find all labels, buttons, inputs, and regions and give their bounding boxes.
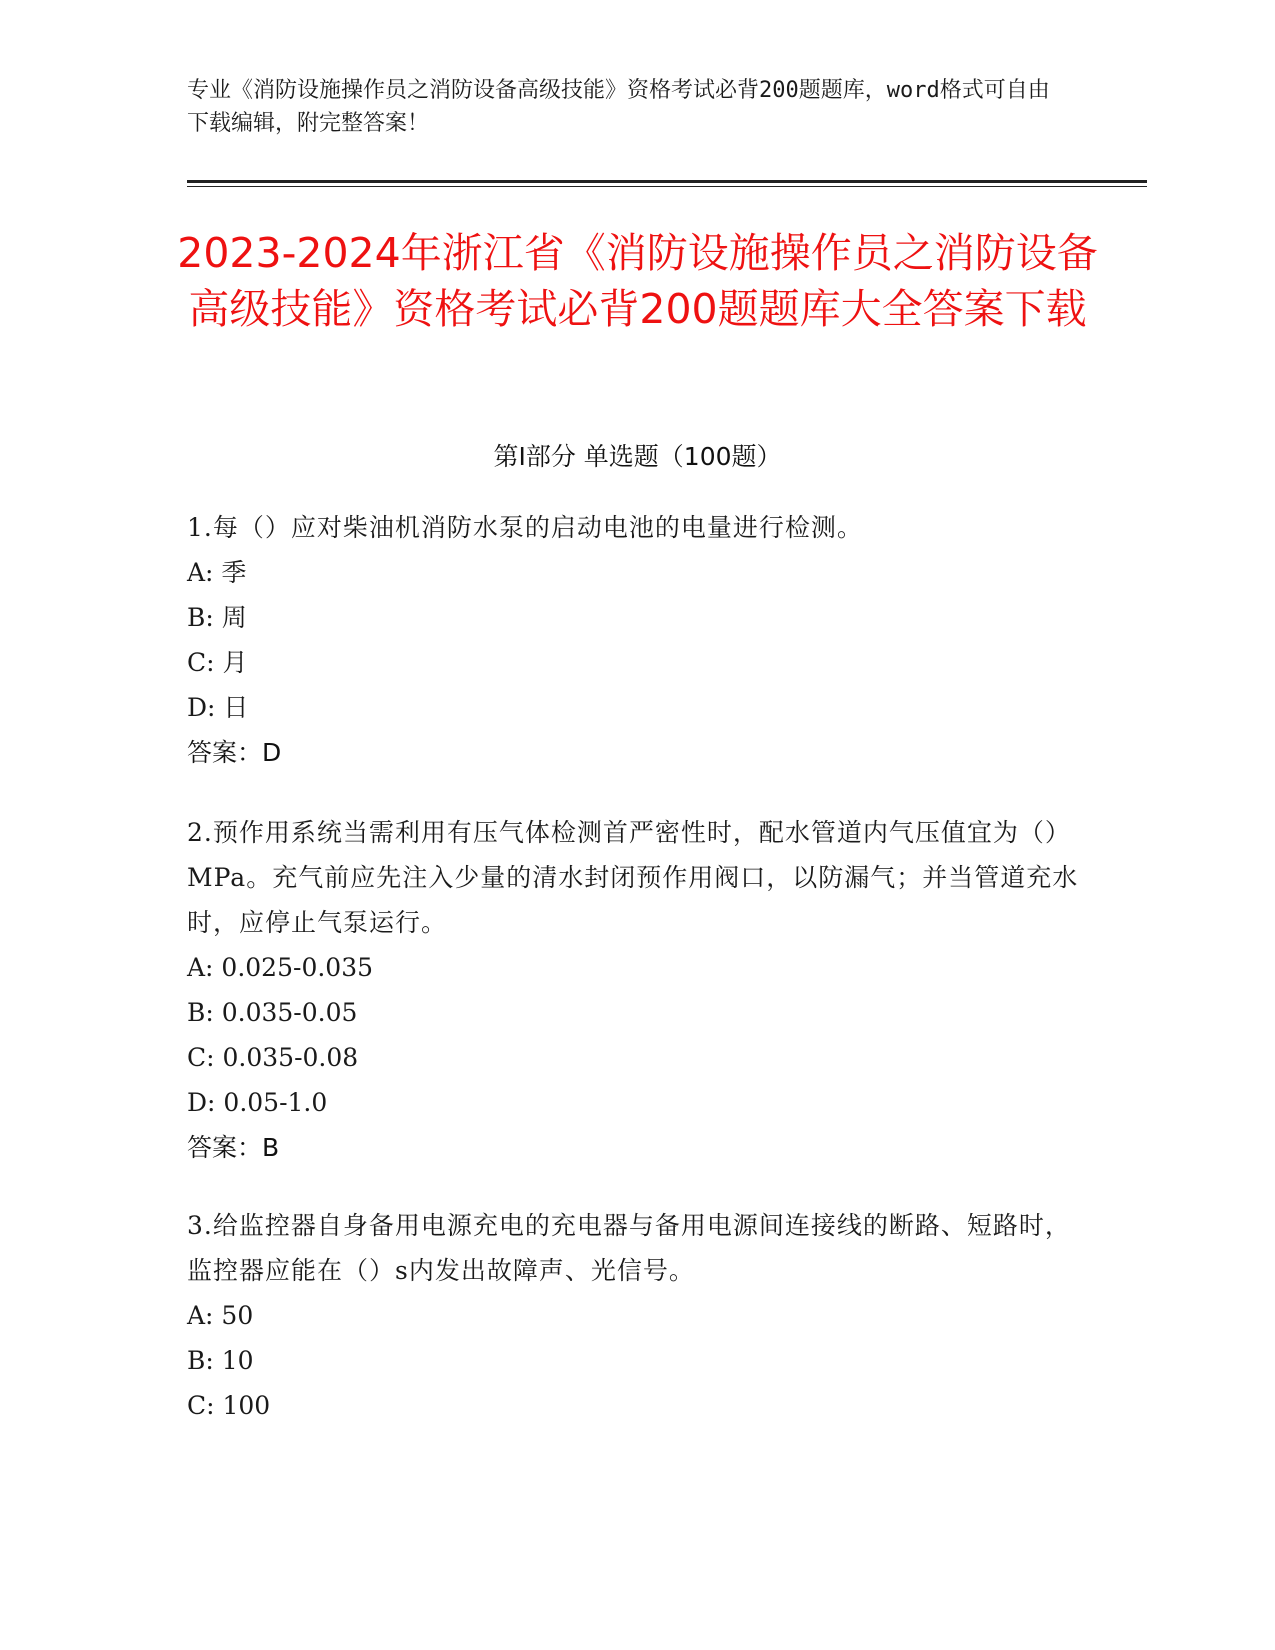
header-divider (187, 180, 1147, 183)
header-note: 专业《消防设施操作员之消防设备高级技能》资格考试必背200题题库，word格式可自由下载编辑，附完整答案！ (187, 78, 1050, 136)
option-d: D: 日 (187, 693, 249, 722)
section-heading: 第Ⅰ部分 单选题（100题） (493, 442, 782, 471)
option-c: C: 100 (187, 1391, 271, 1420)
option-d: D: 0.05-1.0 (187, 1088, 328, 1117)
option-c: C: 0.035-0.08 (187, 1043, 359, 1072)
option-c: C: 月 (187, 648, 248, 677)
option-b: B: 0.035-0.05 (187, 998, 358, 1027)
answer-line: 答案：D (187, 738, 282, 767)
document-title: 2023-2024年浙江省《消防设施操作员之消防设备高级技能》资格考试必背200题题库大全答案下载 (177, 229, 1098, 333)
option-b: B: 周 (187, 603, 247, 632)
answer-line: 答案：B (187, 1133, 280, 1162)
question-2 (187, 810, 1087, 1170)
question-stem: 1.每（）应对柴油机消防水泵的启动电池的电量进行检测。 (187, 513, 863, 542)
header-divider-thin (187, 186, 1147, 187)
option-a: A: 50 (187, 1301, 254, 1330)
question-3 (187, 1203, 1087, 1428)
question-1 (187, 505, 1087, 775)
option-a: A: 0.025-0.035 (187, 953, 374, 982)
question-stem: 2.预作用系统当需利用有压气体检测首严密性时，配水管道内气压值宜为（）MPa。充气前应先注入少量的清水封闭预作用阀口，以防漏气；并当管道充水时，应停止气泵运行。 (187, 818, 1079, 937)
option-b: B: 10 (187, 1346, 254, 1375)
question-stem: 3.给监控器自身备用电源充电的充电器与备用电源间连接线的断路、短路时，监控器应能在（）s内发出故障声、光信号。 (187, 1211, 1071, 1285)
option-a: A: 季 (187, 558, 247, 587)
